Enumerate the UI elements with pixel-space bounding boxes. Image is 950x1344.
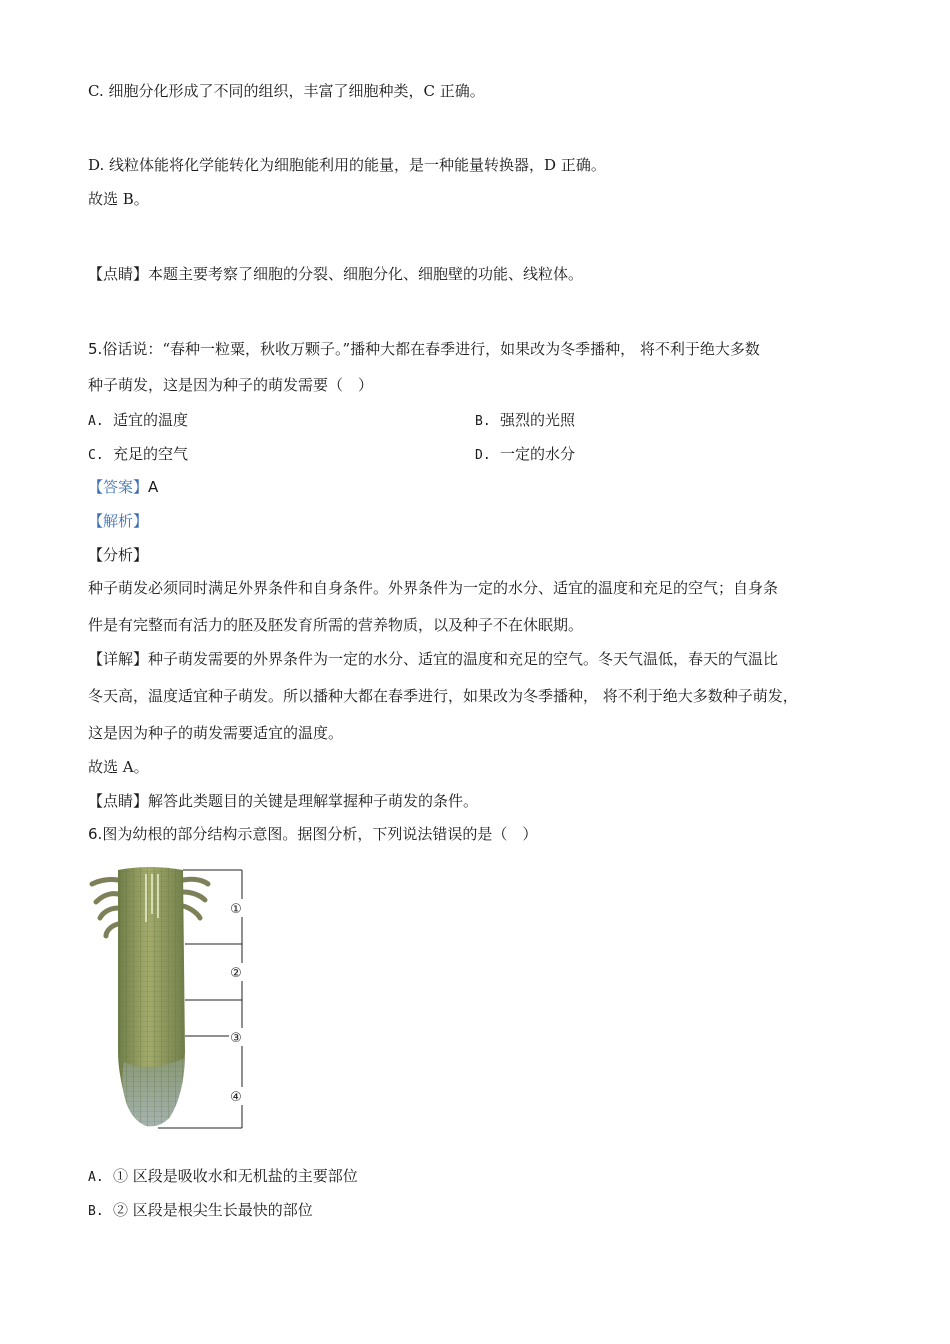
q5-option-c [88,443,188,467]
q4-option-c-explanation: C. 细胞分化形成了不同的组织，丰富了细胞种类，C 正确。 [88,82,485,100]
q5-stem-line1 [88,338,760,360]
comment-text: 解答此类题目的关键是理解掌握种子萌发的条件。 [148,792,479,810]
root-hairs-right [183,879,208,918]
q5-conclusion: 故选 A。 [88,758,149,776]
q5-option-d [475,443,575,467]
option-text: 强烈的光照 [500,411,576,429]
q5-stem-line2: 种子萌发，这是因为种子的萌发需要（ ） [88,376,374,394]
detail-text: 种子萌发需要的外界条件为一定的水分、适宜的温度和充足的空气。冬天气温低，春天的气温比 [148,650,779,668]
zone-label-1: ① [230,902,242,917]
q6-option-a [88,1165,358,1189]
q5-stem-text: 俗话说：“春种一粒粟，秋收万颗子。”播种大都在春季进行，如果改为冬季播种， 将不利于绝大多数 [102,340,760,358]
option-text: 充足的空气 [113,445,189,463]
q4-comment [88,263,583,285]
option-letter: A. [88,414,104,429]
q5-detail-line3: 这是因为种子的萌发需要适宜的温度。 [88,724,344,742]
question-number: 6. [88,825,103,843]
option-letter: C. [88,448,104,463]
detail-tag: 【详解】 [88,650,149,668]
option-letter: B. [475,414,491,429]
option-letter: A. [88,1170,104,1185]
q5-answer [88,476,158,498]
q5-detail-line1 [88,648,778,670]
comment-tag: 【点睛】 [88,792,149,810]
zone-label-4: ④ [230,1090,242,1105]
q4-option-d-explanation: D. 线粒体能将化学能转化为细胞能利用的能量，是一种能量转换器，D 正确。 [88,156,606,174]
q5-comment [88,790,478,812]
root-tip-figure [88,862,248,1134]
zone-label-3: ③ [230,1031,242,1046]
option-text: ① 区段是吸收水和无机盐的主要部位 [113,1167,358,1185]
option-text: 适宜的温度 [113,411,189,429]
comment-tag: 【点睛】 [88,265,149,283]
q5-option-b [475,409,575,433]
question-number: 5. [88,340,103,358]
option-letter: D. [475,448,491,463]
q6-stem-text: 图为幼根的部分结构示意图。据图分析，下列说法错误的是（ ） [102,825,538,843]
comment-text: 本题主要考察了细胞的分裂、细胞分化、细胞壁的功能、线粒体。 [148,265,584,283]
answer-value: A [148,478,159,496]
q6-stem [88,823,537,845]
q4-conclusion: 故选 B。 [88,190,149,208]
option-text: 一定的水分 [500,445,576,463]
answer-tag: 【答案】 [88,478,149,496]
q5-option-a [88,409,188,433]
q5-detail-line2: 冬天高，温度适宜种子萌发。所以播种大都在春季进行，如果改为冬季播种， 将不利于绝大多数种子萌发， [88,687,798,705]
q5-fenxi-line1: 种子萌发必须同时满足外界条件和自身条件。外界条件为一定的水分、适宜的温度和充足的空气；自身条 [88,579,779,597]
root-hairs-left [92,879,118,936]
q5-fenxi-tag: 【分析】 [88,546,149,564]
q5-fenxi-line2: 件是有完整而有活力的胚及胚发育所需的营养物质，以及种子不在休眠期。 [88,616,584,634]
option-letter: B. [88,1204,104,1219]
q5-analysis-tag: 【解析】 [88,512,149,530]
zone-label-2: ② [230,966,242,981]
q6-option-b [88,1199,313,1223]
option-text: ② 区段是根尖生长最快的部位 [113,1201,313,1219]
